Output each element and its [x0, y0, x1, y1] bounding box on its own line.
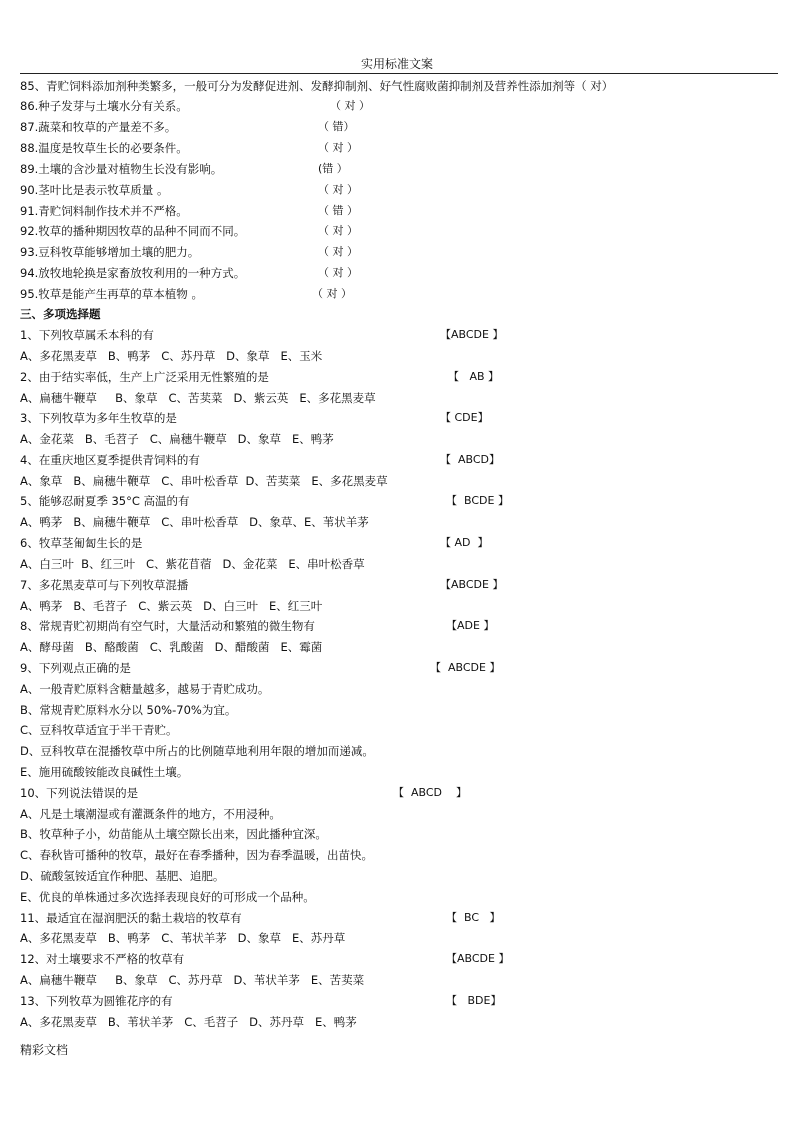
mc-options-6: A、白三叶 B、红三叶 C、紫花苜蓿 D、金花菜 E、串叶松香草	[20, 557, 365, 571]
tf-item-85: 85、青贮饲料添加剂种类繁多，一般可分为发酵促进剂、发酵抑制剂、好气性腐败菌抑制剂及营养性添加剂等（ 对）	[20, 79, 614, 93]
mc-answer-10: 【 ABCD 】	[393, 786, 468, 799]
header-rule	[20, 73, 778, 74]
mc-option-9e: E、施用硫酸铵能改良碱性土壤。	[20, 765, 189, 779]
page-header-title: 实用标准文案	[360, 57, 433, 71]
tf-answer-87: （ 错）	[318, 120, 355, 133]
tf-answer-90: （ 对 ）	[318, 183, 358, 196]
mc-question-10: 10、下列说法错误的是	[20, 786, 139, 800]
mc-options-7: A、鸭茅 B、毛苕子 C、紫云英 D、白三叶 E、红三叶	[20, 599, 323, 613]
mc-answer-6: 【 AD 】	[440, 536, 489, 549]
mc-answer-12: 【ABCDE 】	[446, 952, 510, 965]
mc-question-8: 8、常规青贮初期尚有空气时，大量活动和繁殖的微生物有	[20, 619, 315, 633]
tf-item-94: 94.放牧地轮换是家畜放牧利用的一种方式。	[20, 266, 246, 280]
mc-question-2: 2、由于结实率低，生产上广泛采用无性繁殖的是	[20, 370, 269, 384]
mc-options-8: A、酵母菌 B、酪酸菌 C、乳酸菌 D、醋酸菌 E、霉菌	[20, 640, 323, 654]
tf-answer-86: （ 对 ）	[330, 99, 370, 112]
mc-answer-3: 【 CDE】	[440, 411, 489, 424]
mc-question-4: 4、在重庆地区夏季提供青饲料的有	[20, 453, 200, 467]
mc-question-7: 7、多花黑麦草可与下列牧草混播	[20, 578, 189, 592]
mc-options-1: A、多花黑麦草 B、鸭茅 C、苏丹草 D、象草 E、玉米	[20, 349, 323, 363]
mc-option-9a: A、一般青贮原料含糖量越多，越易于青贮成功。	[20, 682, 270, 696]
mc-answer-1: 【ABCDE 】	[440, 328, 504, 341]
tf-item-87: 87.蔬菜和牧草的产量差不多。	[20, 120, 177, 134]
mc-options-13: A、多花黑麦草 B、苇状羊茅 C、毛苕子 D、苏丹草 E、鸭茅	[20, 1015, 357, 1029]
mc-option-10c: C、春秋皆可播种的牧草，最好在春季播种，因为春季温暖，出苗快。	[20, 848, 374, 862]
mc-answer-7: 【ABCDE 】	[440, 578, 504, 591]
tf-item-89: 89.土壤的含沙量对植物生长没有影响。	[20, 162, 223, 176]
tf-item-95: 95.牧草是能产生再草的草本植物 。	[20, 287, 203, 301]
page-footer: 精彩文档	[20, 1043, 69, 1057]
mc-question-11: 11、最适宜在湿润肥沃的黏土栽培的牧草有	[20, 911, 242, 925]
tf-item-86: 86.种子发芽与土壤水分有关系。	[20, 99, 188, 113]
mc-option-9d: D、豆科牧草在混播牧草中所占的比例随草地利用年限的增加而递减。	[20, 744, 374, 758]
mc-options-12: A、扁穗牛鞭草 B、象草 C、苏丹草 D、苇状羊茅 E、苦荬菜	[20, 973, 365, 987]
mc-question-12: 12、对土壤要求不严格的牧草有	[20, 952, 185, 966]
mc-question-1: 1、下列牧草属禾本科的有	[20, 328, 154, 342]
mc-question-13: 13、下列牧草为圆锥花序的有	[20, 994, 173, 1008]
tf-item-92: 92.牧草的播种期因牧草的品种不同而不同。	[20, 224, 246, 238]
tf-item-90: 90.茎叶比是表示牧草质量 。	[20, 183, 169, 197]
mc-option-10b: B、牧草种子小，幼苗能从土壤空隙长出来，因此播种宜深。	[20, 827, 327, 841]
tf-answer-92: （ 对 ）	[318, 224, 358, 237]
tf-answer-94: （ 对 ）	[318, 266, 358, 279]
tf-item-93: 93.豆科牧草能够增加土壤的肥力。	[20, 245, 200, 259]
mc-options-11: A、多花黑麦草 B、鸭茅 C、苇状羊茅 D、象草 E、苏丹草	[20, 931, 346, 945]
tf-answer-89: (错 ）	[318, 162, 348, 175]
mc-question-9: 9、下列观点正确的是	[20, 661, 131, 675]
mc-answer-11: 【 BC 】	[446, 911, 501, 924]
mc-option-9c: C、豆科牧草适宜于半干青贮。	[20, 723, 178, 737]
mc-answer-9: 【 ABCDE 】	[430, 661, 501, 674]
tf-answer-93: （ 对 ）	[318, 245, 358, 258]
mc-option-9b: B、常规青贮原料水分以 50%-70%为宜。	[20, 703, 237, 717]
mc-answer-5: 【 BCDE 】	[446, 494, 509, 507]
mc-options-4: A、象草 B、扁穗牛鞭草 C、串叶松香草 D、苦荬菜 E、多花黑麦草	[20, 474, 388, 488]
mc-option-10e: E、优良的单株通过多次选择表现良好的可形成一个品种。	[20, 890, 315, 904]
mc-option-10a: A、凡是土壤潮湿或有灌溉条件的地方，不用浸种。	[20, 807, 281, 821]
section-title: 三、多项选择题	[20, 307, 101, 321]
mc-question-6: 6、牧草茎匍匐生长的是	[20, 536, 143, 550]
tf-answer-95: （ 对 ）	[312, 287, 352, 300]
mc-options-2: A、扁穗牛鞭草 B、象草 C、苦荬菜 D、紫云英 E、多花黑麦草	[20, 391, 376, 405]
mc-question-3: 3、下列牧草为多年生牧草的是	[20, 411, 177, 425]
tf-answer-88: （ 对 ）	[318, 141, 358, 154]
mc-option-10d: D、硫酸氢铵适宜作种肥、基肥、追肥。	[20, 869, 225, 883]
mc-options-5: A、鸭茅 B、扁穗牛鞭草 C、串叶松香草 D、象草、E、苇状羊茅	[20, 515, 369, 529]
mc-answer-2: 【 AB 】	[448, 370, 500, 383]
tf-item-88: 88.温度是牧草生长的必要条件。	[20, 141, 188, 155]
mc-answer-13: 【 BDE】	[446, 994, 502, 1007]
tf-answer-91: （ 错 ）	[318, 204, 358, 217]
tf-item-91: 91.青贮饲料制作技术并不严格。	[20, 204, 188, 218]
mc-answer-8: 【ADE 】	[446, 619, 495, 632]
mc-options-3: A、金花菜 B、毛苕子 C、扁穗牛鞭草 D、象草 E、鸭茅	[20, 432, 334, 446]
mc-answer-4: 【 ABCD】	[440, 453, 501, 466]
mc-question-5: 5、能够忍耐夏季 35°C 高温的有	[20, 494, 190, 508]
